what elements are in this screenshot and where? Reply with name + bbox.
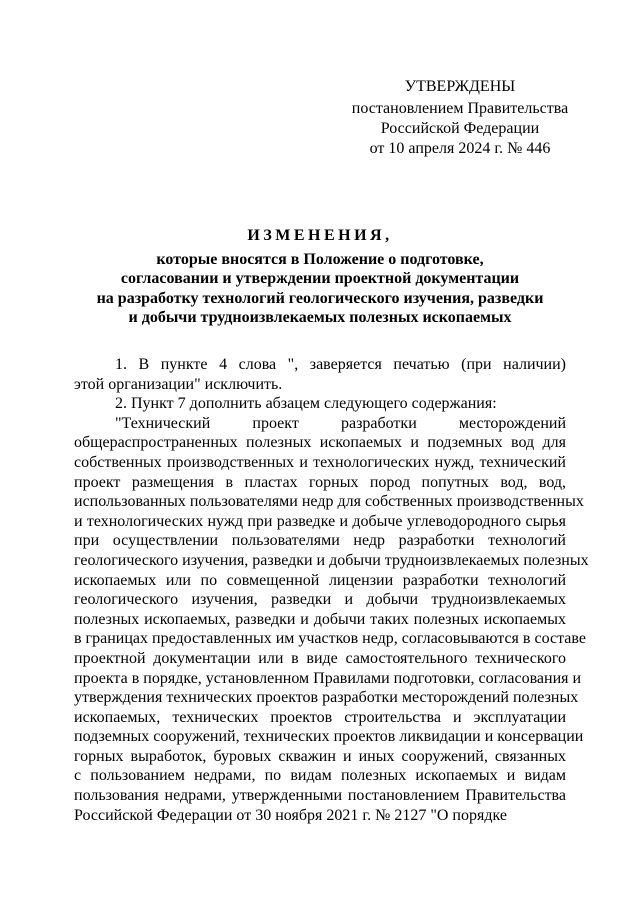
paragraph-line: горных выработок, буровых скважин и иных сооружений, связанных xyxy=(74,747,566,765)
paragraph-line: ископаемых или по совмещенной лицензии разработки технологий xyxy=(74,571,566,589)
paragraph-line: ископаемых, технических проектов строительства и эксплуатации xyxy=(74,708,566,726)
approval-block xyxy=(340,77,580,159)
paragraph-line: подземных сооружений, технических проектов ликвидации и консервации xyxy=(74,728,584,746)
paragraph-line: использованных пользователями недр для собственных производственных xyxy=(74,493,584,511)
heading-subtitle-line: и добычи трудноизвлекаемых полезных ископаемых xyxy=(128,309,512,326)
paragraph-line: при осуществлении пользователями недр разработки технологий xyxy=(74,532,566,550)
heading-subtitle-line: на разработку технологий геологического изучения, разведки xyxy=(96,289,544,307)
paragraph-line: "Технический проект разработки месторождений xyxy=(115,414,566,432)
document-heading xyxy=(75,226,565,328)
approval-line-3: от 10 апреля 2024 г. № 446 xyxy=(369,140,551,157)
heading-subtitle-line: согласовании и утверждении проектной документации xyxy=(120,270,520,287)
approval-title: УТВЕРЖДЕНЫ xyxy=(404,78,516,95)
heading-subtitle-line: которые вносятся в Положение о подготовке, xyxy=(156,250,484,268)
paragraph-1 xyxy=(74,355,566,394)
paragraph-line: этой организации" исключить. xyxy=(74,375,283,393)
paragraph-line: геологического изучения, разведки и добычи трудноизвлекаемых полезных xyxy=(74,551,589,569)
paragraph-line: в границах предоставленных им участков недр, согласовываются в составе xyxy=(74,630,586,648)
paragraph-line: 1. В пункте 4 слова ", заверяется печатью (при наличии) xyxy=(115,356,566,373)
heading-title: ИЗМЕНЕНИЯ, xyxy=(247,227,393,244)
paragraph-line: проект размещения в пластах горных пород попутных вод, вод, xyxy=(74,473,566,491)
paragraph-line: и технологических нужд при разведке и добыче углеводородного сырья xyxy=(74,512,566,530)
paragraph-line: проектной документации или в виде самостоятельного технического xyxy=(74,649,566,667)
approval-line-1: постановлением Правительства xyxy=(351,100,569,117)
paragraph-line: собственных производственных и технологических нужд, технический xyxy=(74,453,566,471)
paragraph-line: полезных ископаемых, разведки и добычи таких полезных ископаемых xyxy=(74,610,566,628)
paragraph-line: с пользованием недрами, по видам полезных ископаемых и видам xyxy=(74,767,566,785)
paragraph-line: проекта в порядке, установленном Правилами подготовки, согласования и xyxy=(74,669,582,687)
document-body xyxy=(74,355,589,825)
paragraph-line: утверждения технических проектов разработки месторождений полезных xyxy=(74,689,579,707)
paragraph-line: геологического изучения, разведки и добычи трудноизвлекаемых xyxy=(74,591,566,609)
approval-line-2: Российской Федерации xyxy=(380,120,540,137)
paragraph-line: 2. Пункт 7 дополнить абзацем следующего содержания: xyxy=(115,395,497,413)
paragraph-line: общераспространенных полезных ископаемых и подземных вод для xyxy=(74,434,566,452)
paragraph-2 xyxy=(74,394,566,414)
paragraph-line: Российской Федерации от 30 ноября 2021 г. № 2127 "О порядке xyxy=(74,806,507,824)
paragraph-line: пользования недрами, утвержденными постановлением Правительства xyxy=(74,787,566,805)
paragraph-3 xyxy=(74,414,589,825)
